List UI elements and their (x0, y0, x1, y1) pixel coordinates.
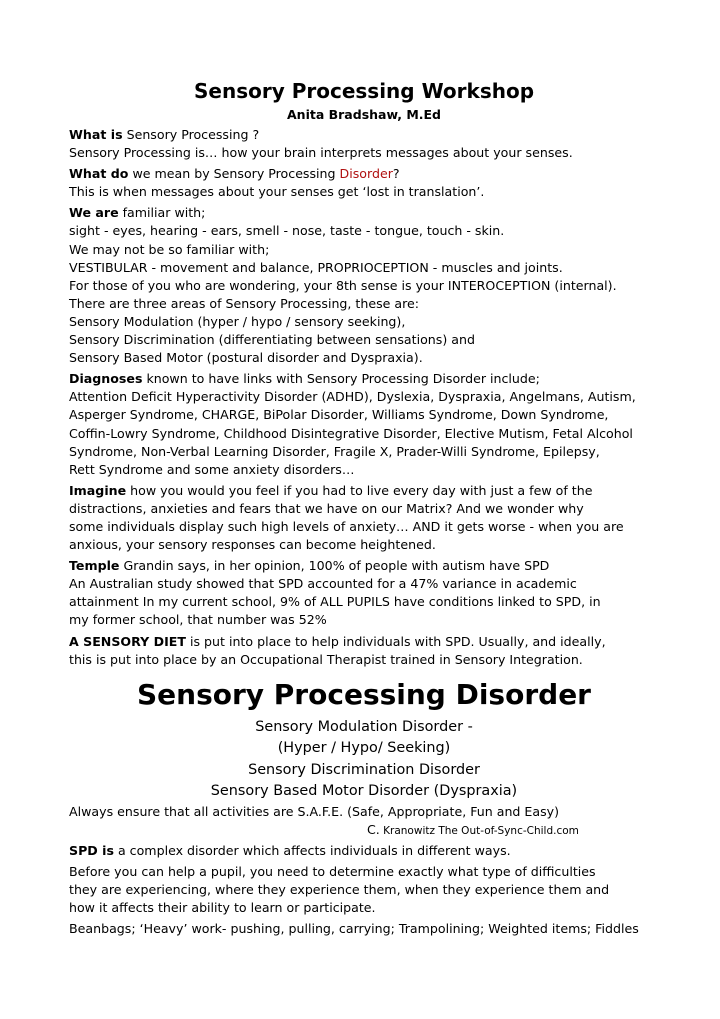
diagnoses-section: Diagnoses known to have links with Sensory Processing Disorder include; Attention Deficit Hyperactivity Disorder (ADHD), Dyslexia, Dyspraxia, Angelmans, Autism, Asperger Syndrome, CHARGE, BiPolar Disorder, Williams Syndrome, Down Syndrome, Coffin-Lowry Syndrome, Childhood Disintegrative Disorder, Elective Mutism, Fetal Alcohol Syndrome, Non-Verbal Learning Disorder, Fragile X, Prader-Willi Syndrome, Epilepsy, Rett Syndrome and some anxiety disorders… (69, 370, 659, 479)
text-line: Attention Deficit Hyperactivity Disorder (ADHD), Dyslexia, Dyspraxia, Angelmans, Autism, (69, 389, 636, 405)
text-line: Rett Syndrome and some anxiety disorders… (69, 461, 355, 477)
text-line: VESTIBULAR - movement and balance, PROPRIOCEPTION - muscles and joints. (69, 259, 563, 275)
text-line: An Australian study showed that SPD accounted for a 47% variance in academic (69, 576, 577, 592)
spd-type-line: Sensory Based Motor Disorder (Dyspraxia) (210, 783, 518, 800)
imagine-keyword: Imagine (69, 482, 127, 498)
text-line: Coffin-Lowry Syndrome, Childhood Disintegrative Disorder, Elective Mutism, Fetal Alcohol (69, 425, 633, 441)
citation: C. Kranowitz The Out-of-Sync-Child.com (367, 821, 579, 837)
spd-type-line: Sensory Modulation Disorder - (255, 718, 473, 735)
text-line: For those of you who are wondering, your 8th sense is your INTEROCEPTION (internal). (69, 277, 617, 293)
what-do-keyword: What do (69, 166, 129, 182)
text-line: distractions, anxieties and fears that we have on our Matrix? And we wonder why (69, 500, 584, 516)
page-title: Sensory Processing Workshop (193, 79, 535, 103)
text-line: how it affects their ability to learn or participate. (69, 900, 376, 916)
we-are-section: We are familiar with; sight - eyes, hearing - ears, smell - nose, taste - tongue, touch - skin. We may not be so familiar with; VESTIBULAR - movement and balance, PROPRIOCEPTION - muscles and joints. For those of you who are wondering, your 8th sense is your INTEROCEPTION (internal). There are three areas of Sensory Processing, these are: Sensory Modulation (hyper / hypo / sensory seeking), Sensory Discrimination (differentiating between sensations) and Sensory Based Motor (postural disorder and Dyspraxia). (69, 204, 659, 367)
author: Anita Bradshaw, M.Ed (287, 107, 441, 122)
text-line: sight - eyes, hearing - ears, smell - nose, taste - tongue, touch - skin. (69, 223, 505, 239)
sensory-diet-keyword: A SENSORY DIET (69, 633, 186, 649)
safe-line: Always ensure that all activities are S.A.F.E. (Safe, Appropriate, Fun and Easy) (69, 803, 560, 819)
text-line: they are experiencing, where they experience them, when they experience them and (69, 882, 610, 897)
what-do-answer: This is when messages about your senses get ‘lost in translation’. (69, 184, 485, 200)
sensory-diet-section: A SENSORY DIET is put into place to help individuals with SPD. Usually, and ideally, this is put into place by an Occupational Therapist trained in Sensory Integration. (69, 633, 659, 669)
text-line: Before you can help a pupil, you need to determine exactly what type of difficulties (69, 863, 596, 879)
activities-line: Beanbags; ‘Heavy’ work- pushing, pulling, carrying; Trampolining; Weighted items; Fiddles (69, 921, 639, 937)
document-page (69, 76, 659, 941)
text-line: Sensory Modulation (hyper / hypo / sensory seeking), (69, 313, 406, 329)
imagine-section: Imagine how you would you feel if you had to live every day with just a few of the distractions, anxieties and fears that we have on our Matrix? And we wonder why some individuals display such high levels of anxiety… AND it gets worse - when you are anxious, your sensory responses can become heightened. (69, 482, 659, 554)
text-line: We may not be so familiar with; (69, 241, 270, 257)
text-line: Sensory Based Motor (postural disorder and Dyspraxia). (69, 350, 423, 366)
temple-section: Temple Grandin says, in her opinion, 100% of people with autism have SPD An Australian study showed that SPD accounted for a 47% variance in academic attainment In my current school, 9% of ALL PUPILS have conditions linked to SPD, in my former school, that number was 52% (69, 557, 659, 629)
text-line: Syndrome, Non-Verbal Learning Disorder, Fragile X, Prader-Willi Syndrome, Epilepsy, (69, 443, 600, 459)
what-is-answer: Sensory Processing is… how your brain interprets messages about your senses. (69, 145, 573, 161)
spd-is-section: SPD is a complex disorder which affects individuals in different ways. (69, 842, 511, 858)
spd-heading: Sensory Processing Disorder (136, 677, 591, 711)
diagnoses-keyword: Diagnoses (69, 371, 143, 387)
temple-keyword: Temple (69, 558, 120, 574)
what-is-section: What is Sensory Processing ? Sensory Processing is… how your brain interprets messages about your senses. (69, 126, 659, 162)
spd-type-line: (Hyper / Hypo/ Seeking) (277, 740, 451, 757)
text-line: Sensory Discrimination (differentiating between sensations) and (69, 332, 475, 348)
text-line: There are three areas of Sensory Processing, these are: (69, 295, 420, 311)
text-line: some individuals display such high levels of anxiety… AND it gets worse - when you are (69, 518, 624, 534)
text-line: this is put into place by an Occupational Therapist trained in Sensory Integration. (69, 651, 583, 667)
text-line: anxious, your sensory responses can become heightened. (69, 537, 436, 553)
text-line: my former school, that number was 52% (69, 612, 327, 628)
spd-is-keyword: SPD is (69, 842, 114, 858)
disorder-highlight: Disorder (339, 166, 393, 182)
before-section (69, 863, 659, 917)
text-line: attainment In my current school, 9% of ALL PUPILS have conditions linked to SPD, in (69, 594, 601, 610)
text-line: Asperger Syndrome, CHARGE, BiPolar Disorder, Williams Syndrome, Down Syndrome, (69, 407, 609, 423)
what-is-keyword: What is (69, 127, 123, 142)
what-do-section: What do we mean by Sensory Processing Disorder? This is when messages about your senses get ‘lost in translation’. (69, 165, 659, 201)
spd-type-line: Sensory Discrimination Disorder (248, 761, 480, 778)
we-are-keyword: We are (69, 205, 119, 221)
